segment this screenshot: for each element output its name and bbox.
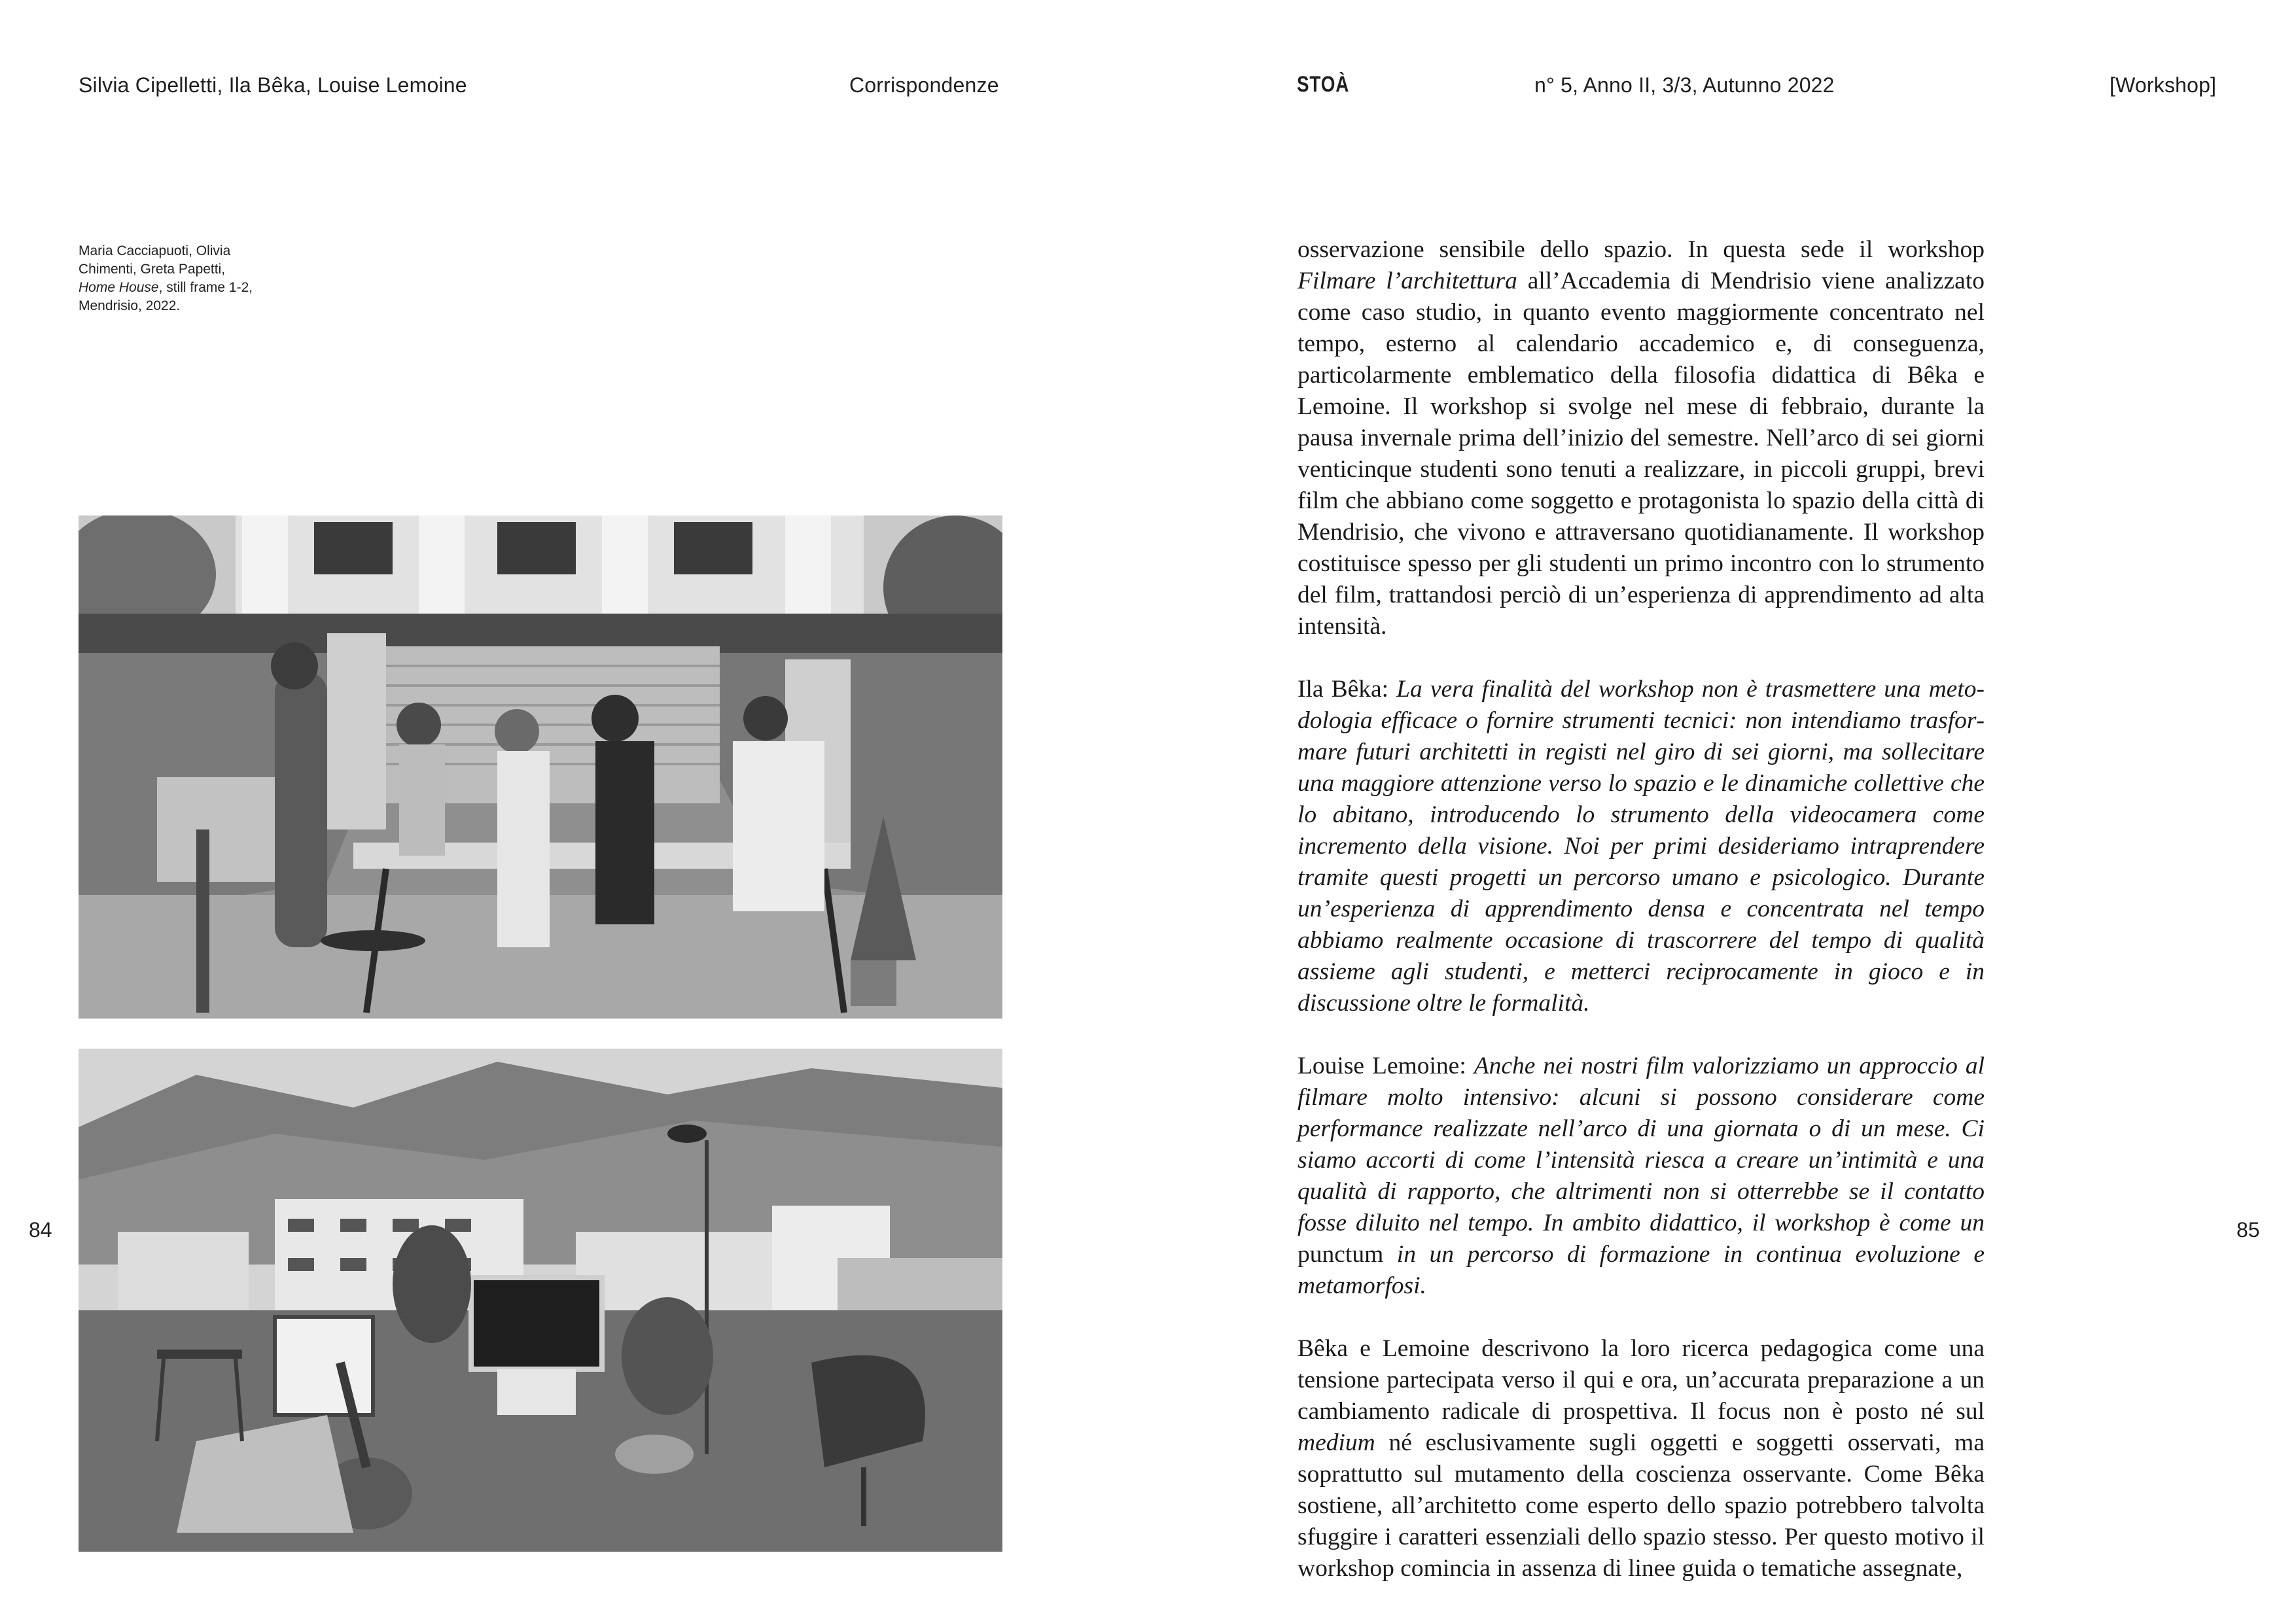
paragraph-1-text-rest: all’Accademia di Mendrisio viene analizzato come caso studio, in quanto evento maggiormente concentrato nel tempo, esterno al calendario accademico e, di conseguenza, particolarmente emblematico della filosofia didattica di Bêka e Lemoine. Il workshop si svolge nel mese di febbraio, durante la pausa invernale prima dell’inizio del semestre. Nell’arco di sei giorni venticinque studenti sono tenuti a realizzare, in piccoli gruppi, brevi film che abbiano come soggetto e protagonista lo spazio della città di Mendrisio, che vivono e attraversano quotidianamente. Il workshop costituisce spesso per gli studenti un primo incontro con lo strumento del film, trattandosi perciò di un’esperienza di apprendimento ad alta intensità.: [1298, 268, 1985, 640]
paragraph-4: [1298, 1333, 1985, 1584]
paragraph-2-quote-beka: [1298, 674, 1985, 1019]
quote-text: Anche nei nostri film valorizziamo un approccio al filmare molto intensivo: alcuni si possono considerare come performance realizzate nell’arco di una giornata o di un mese. Ci siamo accorti di come l’intensità riesca a creare un’intimità e una qualità di rapporto, che altrimenti non si otterrebbe se il contatto fosse diluito nel tempo. In ambito didattico, il workshop è come un: [1298, 1053, 1985, 1236]
paragraph-3-quote-lemoine: [1298, 1051, 1985, 1302]
journal-logo: STOÀ: [1297, 72, 1350, 97]
caption-line-3: , still frame 1-2,: [158, 280, 253, 295]
page-number-left: 84: [29, 1218, 52, 1242]
page-number-right: 85: [2236, 1218, 2260, 1242]
photo-table-scene: [79, 515, 1002, 1019]
paragraph-1-text: osservazione sensibile dello spazio. In questa sede il workshop: [1298, 236, 1985, 263]
running-header-authors: Silvia Cipelletti, Ila Bêka, Louise Lemoine: [79, 73, 467, 97]
speaker-label: Louise Lemoine:: [1298, 1053, 1474, 1079]
quote-text-end: in un percorso di formazione in continua evoluzione e metamorfosi.: [1298, 1241, 1985, 1299]
quote-text: La vera finalità del workshop non è trasmettere una metodologia efficace o fornire strumenti tecnici: non intendiamo trasformare futuri architetti in registi nel giro di sei giorni, ma sollecitare una maggiore attenzione verso lo spazio e le dinamiche collettive che lo abitano, introducendo lo strumento della videocamera come incremento della visione. Noi per primi desideriamo intraprendere tramite questi progetti un percorso umano e psicologico. Durante un’esperienza di apprendimento densa e concentrata nel tempo abbiamo realmente occasione di trascorrere del tempo di qualità assieme agli studenti, e metterci reciprocamente in gioco e in discussione oltre le formalità.: [1298, 676, 1985, 1017]
running-header-section: Corrispondenze: [849, 73, 999, 97]
photo-meadow-scene: [79, 1049, 1002, 1552]
running-header-category: [Workshop]: [2110, 73, 2217, 97]
photo-icon: [79, 1049, 1002, 1552]
paragraph-1: [1298, 234, 1985, 642]
speaker-label: Ila Bêka:: [1298, 676, 1397, 703]
caption-line-2: Chimenti, Greta Papetti,: [79, 262, 226, 277]
quote-term: punctum: [1298, 1241, 1384, 1268]
paragraph-4-text: Bêka e Lemoine descrivono la loro ricerca pedagogica come una tensione partecipata verso il qui e ora, un’accurata preparazione a un cambiamento radicale di prospettiva. Il focus non è posto né sul: [1298, 1335, 1985, 1425]
caption-line-4: Mendrisio, 2022.: [79, 298, 181, 313]
running-header-issue: n° 5, Anno II, 3/3, Autunno 2022: [1534, 73, 1835, 97]
workshop-title: Filmare l’architettura: [1298, 268, 1517, 294]
caption-line-1: Maria Cacciapuoti, Olivia: [79, 243, 231, 258]
figure-caption: [79, 242, 294, 315]
article-body: [1298, 234, 1985, 1616]
photo-icon: [79, 515, 1002, 1019]
italic-term: medium: [1298, 1429, 1375, 1456]
caption-work-title: Home House: [79, 280, 159, 295]
paragraph-4-text-rest: né esclusivamente sugli oggetti e soggetti osservati, ma soprattutto sul mutamento della coscienza osservante. Come Bêka sostiene, all’architetto come esperto dello spazio potrebbero talvolta sfuggire i caratteri essenziali dello spazio stesso. Per questo motivo il workshop comincia in assenza di linee guida o tematiche assegnate,: [1298, 1429, 1985, 1582]
